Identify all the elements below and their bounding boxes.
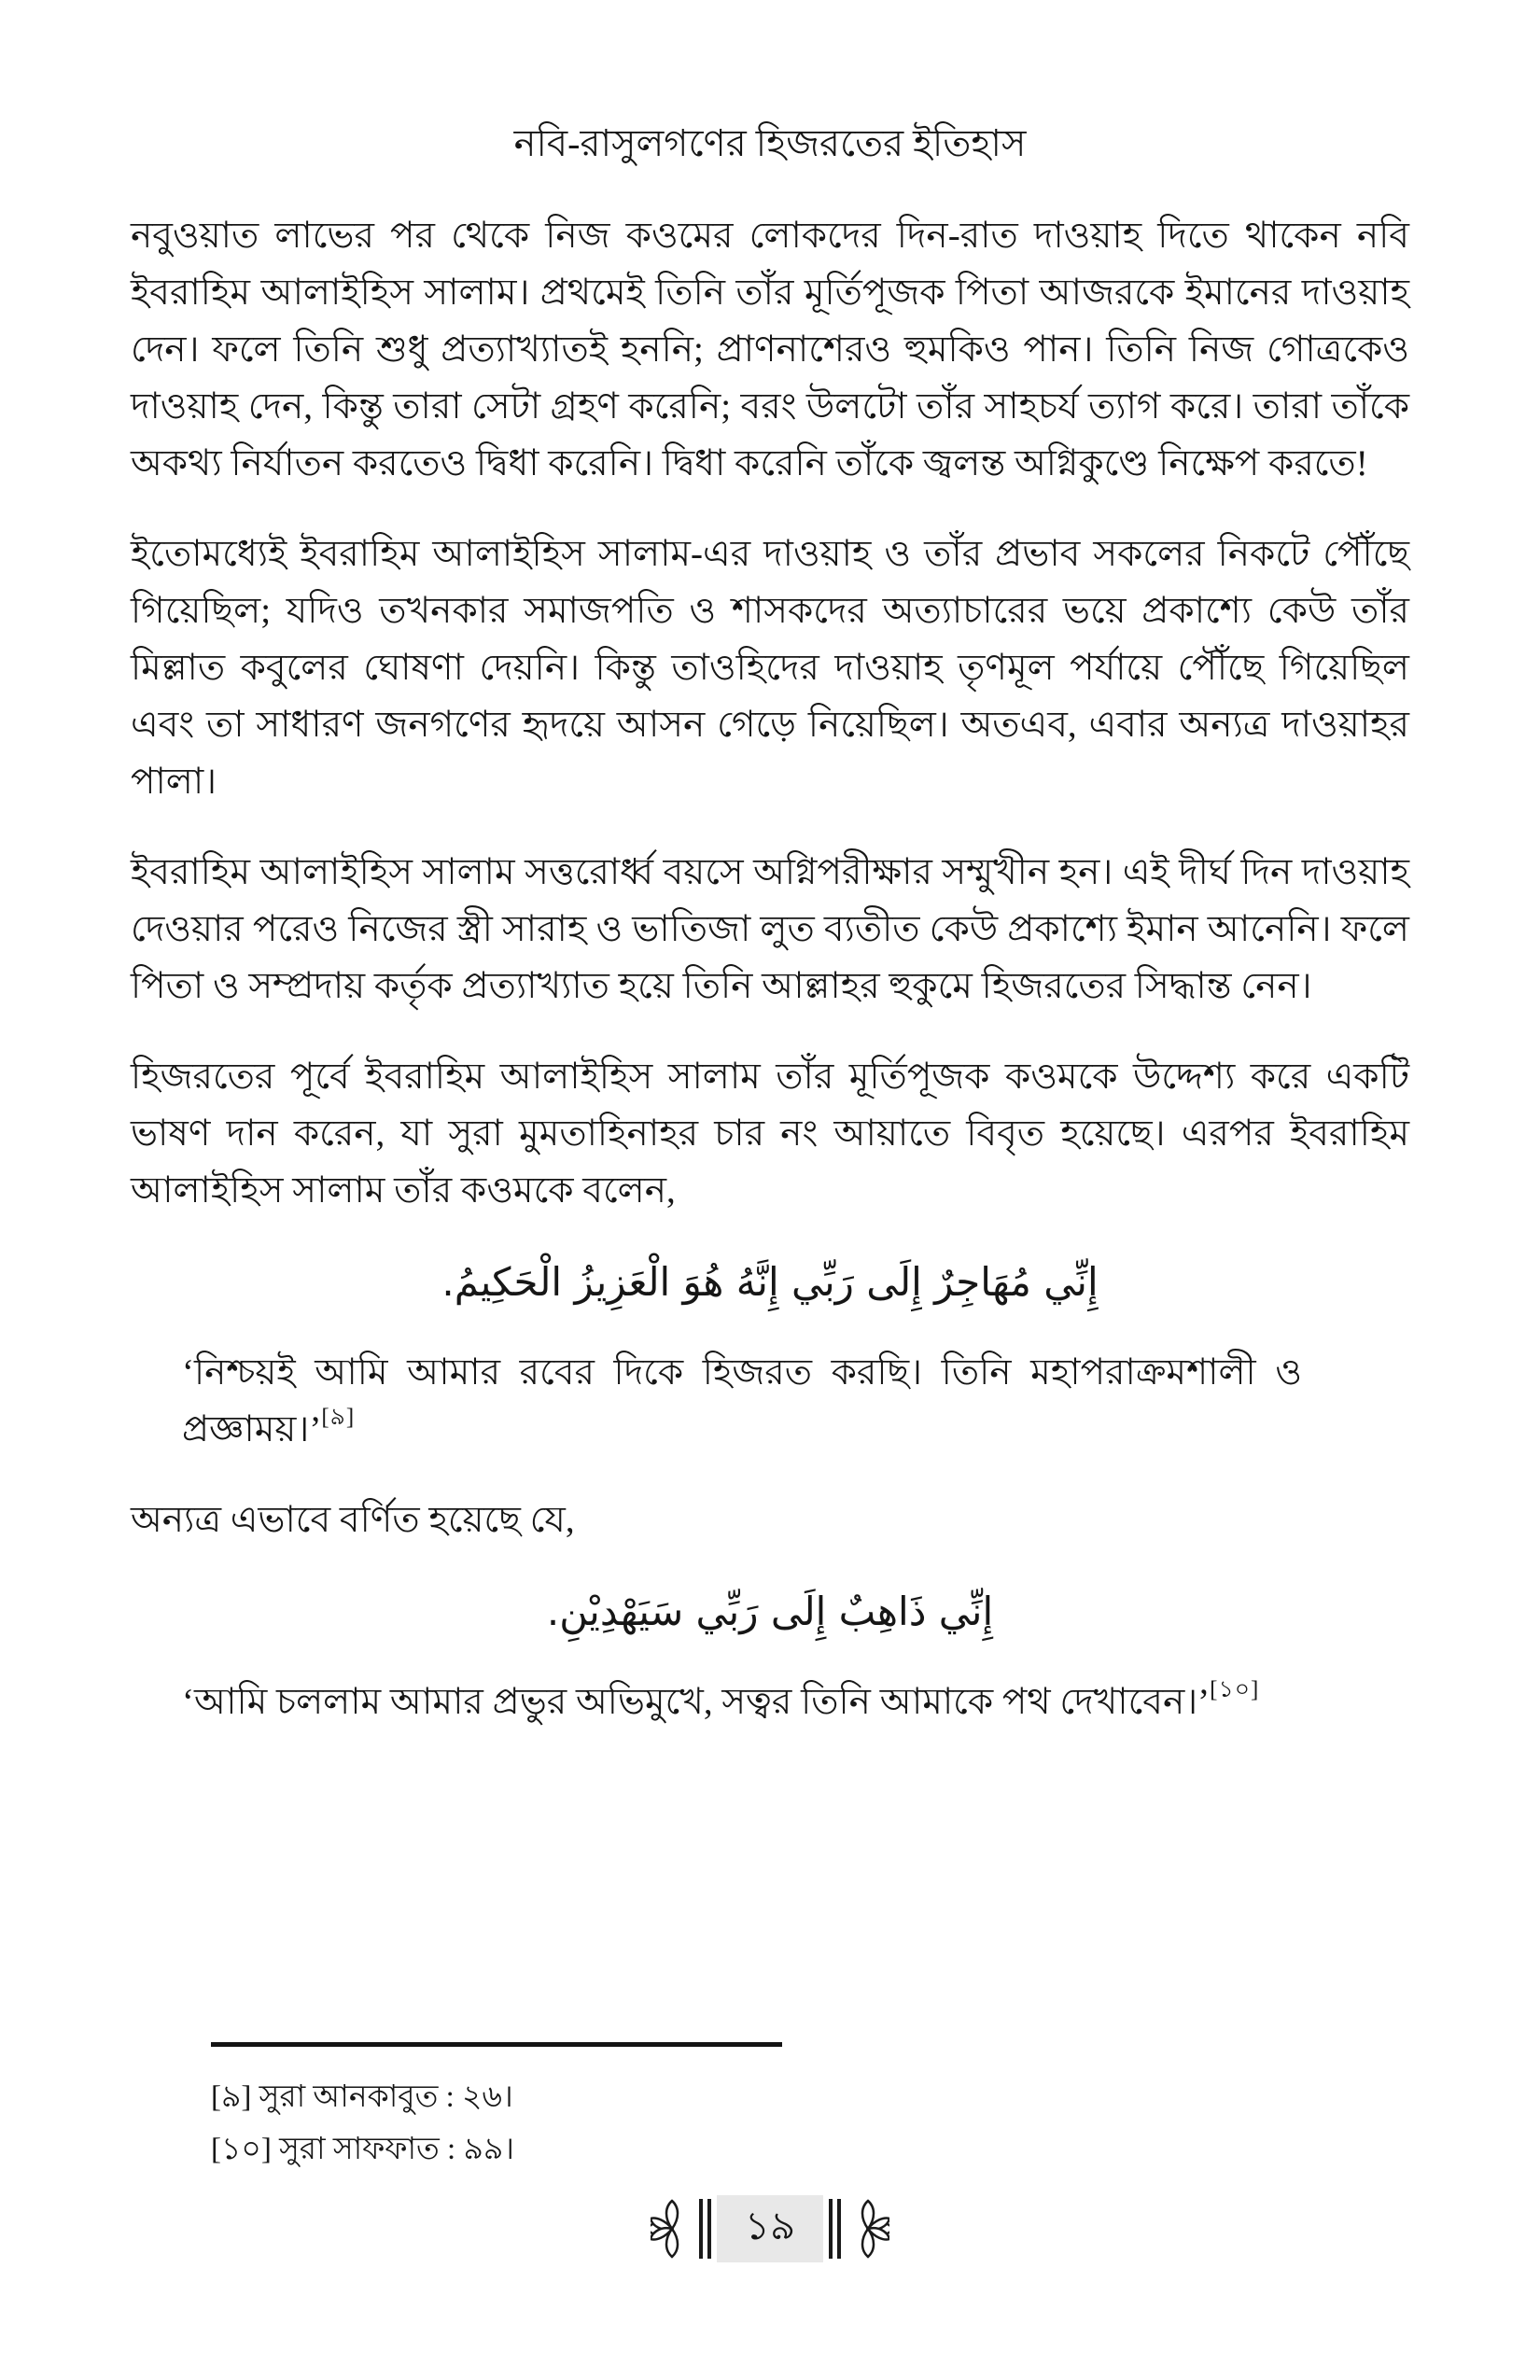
verse-translation-2 bbox=[182, 1673, 1302, 1730]
paragraph-2: ইতোমধ্যেই ইবরাহিম আলাইহিস সালাম-এর দাওয়াহ ও তাঁর প্রভাব সকলের নিকটে পৌঁছে গিয়েছিল; যদিও তখনকার সমাজপতি ও শাসকদের অত্যাচারের ভয়ে প্রকাশ্যে কেউ তাঁর মিল্লাত কবুলের ঘোষণা দেয়নি। কিন্তু তাওহিদের দাওয়াহ তৃণমূল পর্যায়ে পৌঁছে গিয়েছিল এবং তা সাধারণ জনগণের হৃদয়ে আসন গেড়ে নিয়েছিল। অতএব, এবার অন্যত্র দাওয়াহর পালা। bbox=[131, 534, 1409, 802]
arabic-verse-2: إِنِّي ذَاهِبٌ إِلَى رَبِّي سَيَهْدِيْنِ. bbox=[546, 1589, 994, 1634]
page-footer bbox=[0, 2195, 1540, 2262]
verse-translation-2-text: ‘আমি চললাম আমার প্রভুর অভিমুখে, সত্বর তিনি আমাকে পথ দেখাবেন।’ bbox=[182, 1682, 1211, 1722]
verse-translation-1 bbox=[182, 1344, 1302, 1458]
footnote-9: [৯] সুরা আনকাবুত : ২৬। bbox=[211, 2080, 513, 2114]
footnote-marker-9: [৯] bbox=[321, 1405, 356, 1430]
bridge-line: অন্যত্র এভাবে বর্ণিত হয়েছে যে, bbox=[131, 1500, 575, 1540]
paragraph-4: হিজরতের পূর্বে ইবরাহিম আলাইহিস সালাম তাঁর মূর্তিপূজক কওমকে উদ্দেশ্য করে একটি ভাষণ দান করেন, যা সুরা মুমতাহিনাহর চার নং আয়াতে বিবৃত হয়েছে। এরপর ইবরাহিম আলাইহিস সালাম তাঁর কওমকে বলেন, bbox=[131, 1057, 1409, 1211]
paragraph-3: ইবরাহিম আলাইহিস সালাম সত্তরোর্ধ্ব বয়সে অগ্নিপরীক্ষার সম্মুখীন হন। এই দীর্ঘ দিন দাওয়াহ দেওয়ার পরেও নিজের স্ত্রী সারাহ ও ভাতিজা লুত ব্যতীত কেউ প্রকাশ্যে ইমান আনেনি। ফলে পিতা ও সম্প্রদায় কর্তৃক প্রত্যাখ্যাত হয়ে তিনি আল্লাহর হুকুমে হিজরতের সিদ্ধান্ত নেন। bbox=[131, 852, 1409, 1006]
page-title: নবি-রাসুলগণের হিজরতের ইতিহাস bbox=[513, 122, 1027, 164]
double-bar-left-icon bbox=[699, 2199, 711, 2259]
footnote-marker-10: [১০] bbox=[1210, 1677, 1260, 1702]
footnote-area bbox=[211, 2042, 782, 2176]
paragraph-1: নবুওয়াত লাভের পর থেকে নিজ কওমের লোকদের দিন-রাত দাওয়াহ দিতে থাকেন নবি ইবরাহিম আলাইহিস সালাম। প্রথমেই তিনি তাঁর মূর্তিপূজক পিতা আজরকে ইমানের দাওয়াহ দেন। ফলে তিনি শুধু প্রত্যাখ্যাতই হননি; প্রাণনাশেরও হুমকিও পান। তিনি নিজ গোত্রকেও দাওয়াহ দেন, কিন্তু তারা সেটা গ্রহণ করেনি; বরং উলটো তাঁর সাহচর্য ত্যাগ করে। তারা তাঁকে অকথ্য নির্যাতন করতেও দ্বিধা করেনি। দ্বিধা করেনি তাঁকে জ্বলন্ত অগ্নিকুণ্ডে নিক্ষেপ করতে! bbox=[131, 216, 1409, 483]
floral-ornament-left-icon bbox=[651, 2198, 693, 2260]
page-number: ১৯ bbox=[717, 2195, 824, 2262]
footnote-10: [১০] সুরা সাফফাত : ৯৯। bbox=[211, 2133, 515, 2166]
verse-translation-1-text: ‘নিশ্চয়ই আমি আমার রবের দিকে হিজরত করছি। তিনি মহাপরাক্রমশালী ও প্রজ্ঞাময়।’ bbox=[182, 1352, 1302, 1449]
floral-ornament-right-icon bbox=[847, 2198, 889, 2260]
arabic-verse-1: إِنِّي مُهَاجِرٌ إِلَى رَبِّي إِنَّهُ هُوَ الْعَزِيزُ الْحَكِيمُ. bbox=[441, 1259, 1099, 1305]
double-bar-right-icon bbox=[829, 2199, 841, 2259]
footnote-separator-rule bbox=[211, 2042, 782, 2047]
